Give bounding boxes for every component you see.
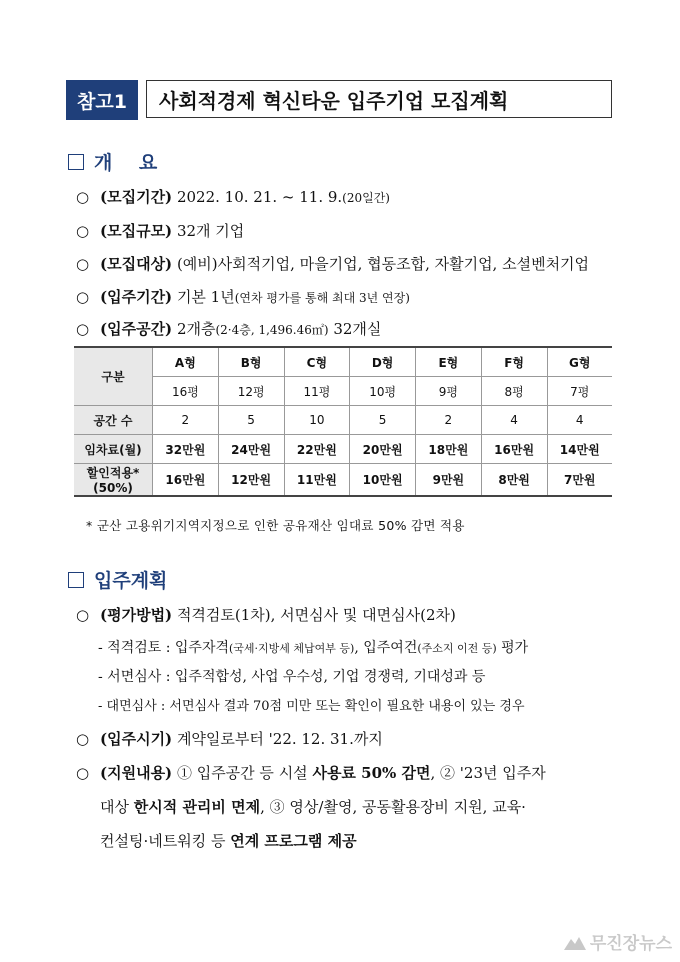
plan-item-continued: 대상 한시적 관리비 면제, ③ 영상/촬영, 공동활용장비 지원, 교육·	[100, 798, 526, 816]
circle-bullet-icon: ○	[76, 764, 90, 782]
table-cell: 24만원	[218, 435, 284, 464]
overview-item: ○ (모집규모) 32개 기업	[76, 222, 245, 240]
type-cell: D형	[350, 347, 416, 377]
size-cell: 8평	[481, 377, 547, 406]
plan-subitem: - 대면심사 : 서면심사 결과 70점 미만 또는 확인이 필요한 내용이 있는 경우	[98, 699, 525, 714]
table-cell: 9만원	[416, 464, 482, 497]
table-row	[74, 347, 612, 377]
type-cell: B형	[218, 347, 284, 377]
plan-subitem: - 적격검토 : 입주자격(국세·지방세 체납여부 등), 입주여건(주소지 이전 등) 평가	[98, 640, 529, 656]
table-cell: 10만원	[350, 464, 416, 497]
size-cell: 11평	[284, 377, 350, 406]
table-cell: 5	[350, 406, 416, 435]
plan-item: ○ (입주시기) 계약일로부터 '22. 12. 31.까지	[76, 730, 383, 748]
table-cell: 20만원	[350, 435, 416, 464]
table-cell: 11만원	[284, 464, 350, 497]
overview-item: ○ (모집기간) 2022. 10. 21. ~ 11. 9.(20일간)	[76, 188, 390, 206]
overview-item: ○ (입주기간) 기본 1년(연차 평가를 통해 최대 3년 연장)	[76, 288, 410, 306]
table-row	[74, 435, 612, 464]
table-cell: 32만원	[153, 435, 219, 464]
plan-item: ○ (평가방법) 적격검토(1차), 서면심사 및 대면심사(2차)	[76, 606, 456, 624]
page-title: 사회적경제 혁신타운 입주기업 모집계획	[146, 80, 612, 118]
circle-bullet-icon: ○	[76, 320, 90, 338]
circle-bullet-icon: ○	[76, 288, 90, 306]
type-cell: A형	[153, 347, 219, 377]
table-cell: 16만원	[481, 435, 547, 464]
table-row	[74, 464, 612, 497]
table-header-cell: 할인적용* (50%)	[74, 464, 153, 497]
table-cell: 14만원	[547, 435, 612, 464]
table-cell: 5	[218, 406, 284, 435]
table-cell: 2	[416, 406, 482, 435]
size-cell: 10평	[350, 377, 416, 406]
table-header-cell: 공간 수	[74, 406, 153, 435]
size-cell: 7평	[547, 377, 612, 406]
square-bullet-icon	[68, 572, 84, 588]
type-cell: C형	[284, 347, 350, 377]
rent-table	[74, 346, 612, 497]
plan-item: ○ (지원내용) ① 입주공간 등 시설 사용료 50% 감면, ② '23년 입주자	[76, 764, 546, 782]
circle-bullet-icon: ○	[76, 730, 90, 748]
table-cell: 12만원	[218, 464, 284, 497]
table-cell: 7만원	[547, 464, 612, 497]
table-header-cell: 구분	[74, 347, 153, 406]
reference-tag: 참고1	[66, 80, 138, 120]
plan-item-continued: 컨설팅·네트워킹 등 연계 프로그램 제공	[100, 832, 357, 850]
table-cell: 2	[153, 406, 219, 435]
table-cell: 16만원	[153, 464, 219, 497]
section-heading-overview: 개 요	[68, 148, 157, 175]
table-cell: 18만원	[416, 435, 482, 464]
overview-item: ○ (모집대상) (예비)사회적기업, 마을기업, 협동조합, 자활기업, 소셜벤처기업	[76, 255, 590, 273]
table-cell: 4	[481, 406, 547, 435]
table-header-cell: 임차료(월)	[74, 435, 153, 464]
table-cell: 8만원	[481, 464, 547, 497]
size-cell: 9평	[416, 377, 482, 406]
overview-item: ○ (입주공간) 2개층(2·4층, 1,496.46㎡) 32개실	[76, 320, 382, 338]
table-cell: 10	[284, 406, 350, 435]
table-footnote: * 군산 고용위기지역지정으로 인한 공유재산 임대료 50% 감면 적용	[86, 518, 465, 533]
size-cell: 16평	[153, 377, 219, 406]
title-bar	[66, 80, 612, 120]
watermark: 무진장뉴스	[564, 929, 672, 954]
table-row	[74, 377, 612, 406]
size-cell: 12평	[218, 377, 284, 406]
table-cell: 4	[547, 406, 612, 435]
circle-bullet-icon: ○	[76, 606, 90, 624]
table-row	[74, 406, 612, 435]
type-cell: G형	[547, 347, 612, 377]
section-heading-plan: 입주계획	[68, 566, 167, 593]
circle-bullet-icon: ○	[76, 222, 90, 240]
square-bullet-icon	[68, 154, 84, 170]
mountain-logo-icon	[564, 936, 586, 950]
plan-subitem: - 서면심사 : 입주적합성, 사업 우수성, 기업 경쟁력, 기대성과 등	[98, 669, 486, 685]
table-cell: 22만원	[284, 435, 350, 464]
circle-bullet-icon: ○	[76, 188, 90, 206]
type-cell: F형	[481, 347, 547, 377]
circle-bullet-icon: ○	[76, 255, 90, 273]
type-cell: E형	[416, 347, 482, 377]
